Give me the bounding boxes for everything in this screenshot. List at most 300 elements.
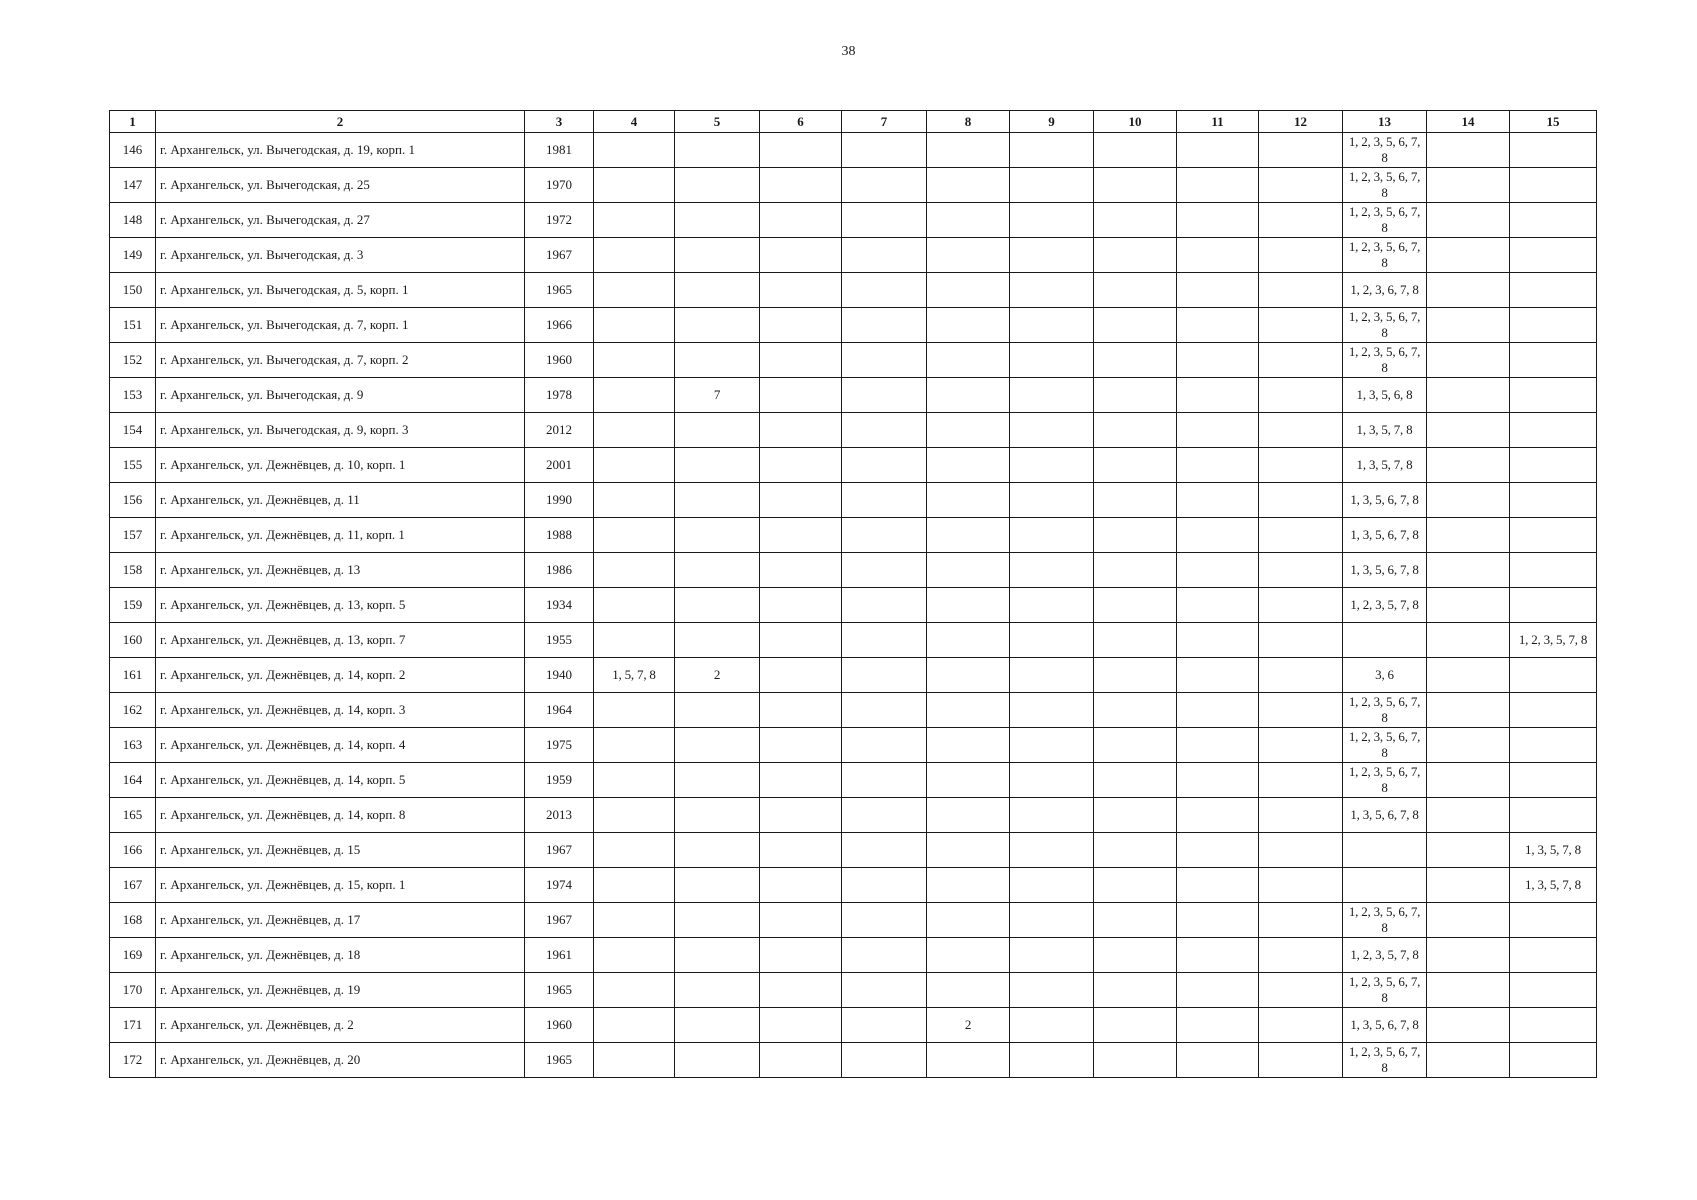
table-cell (927, 973, 1010, 1008)
table-cell (1094, 168, 1177, 203)
year-cell: 1959 (525, 763, 594, 798)
table-row (110, 518, 1597, 553)
table-cell (842, 518, 927, 553)
row-number-cell: 166 (110, 833, 156, 868)
table-cell (1010, 343, 1094, 378)
table-cell (842, 203, 927, 238)
table-cell (594, 1008, 675, 1043)
table-cell (675, 273, 760, 308)
table-row (110, 833, 1597, 868)
table-cell (1010, 308, 1094, 343)
table-row (110, 238, 1597, 273)
table-cell (760, 343, 842, 378)
row-number-cell: 163 (110, 728, 156, 763)
table-cell (1259, 903, 1343, 938)
page-number: 38 (841, 44, 856, 59)
table-cell (1010, 623, 1094, 658)
year-cell: 1975 (525, 728, 594, 763)
table-cell (675, 553, 760, 588)
table-cell: 2 (927, 1008, 1010, 1043)
year-cell: 1967 (525, 238, 594, 273)
table-cell (1094, 448, 1177, 483)
table-cell (1177, 308, 1259, 343)
table-cell (1427, 168, 1510, 203)
table-cell (1094, 203, 1177, 238)
table-cell (1177, 1008, 1259, 1043)
table-cell (760, 868, 842, 903)
table-cell (1177, 553, 1259, 588)
table-cell (1177, 203, 1259, 238)
table-row (110, 413, 1597, 448)
table-cell (594, 798, 675, 833)
table-cell (1177, 763, 1259, 798)
table-cell (1010, 378, 1094, 413)
table-cell (675, 623, 760, 658)
address-cell: г. Архангельск, ул. Дежнёвцев, д. 18 (156, 938, 525, 973)
table-cell (760, 623, 842, 658)
column-header: 14 (1427, 111, 1510, 133)
table-cell: 7 (675, 378, 760, 413)
table-cell (594, 378, 675, 413)
table-cell (760, 798, 842, 833)
table-cell (594, 1043, 675, 1078)
table-cell (1094, 973, 1177, 1008)
table-cell (1094, 413, 1177, 448)
table-cell (760, 133, 842, 168)
table-cell (594, 588, 675, 623)
table-cell (1010, 728, 1094, 763)
table-cell (1094, 1008, 1177, 1043)
table-cell (1510, 553, 1597, 588)
table-cell (842, 903, 927, 938)
table-row (110, 728, 1597, 763)
table-cell (1510, 938, 1597, 973)
table-cell (1510, 518, 1597, 553)
table-cell (1259, 588, 1343, 623)
row-number-cell: 169 (110, 938, 156, 973)
table-row (110, 448, 1597, 483)
table-cell (1510, 658, 1597, 693)
address-cell: г. Архангельск, ул. Дежнёвцев, д. 13, корп. 5 (156, 588, 525, 623)
table-cell (1427, 273, 1510, 308)
table-row (110, 133, 1597, 168)
year-cell: 1967 (525, 903, 594, 938)
table-cell (1010, 658, 1094, 693)
table-cell (760, 1043, 842, 1078)
table-cell (1427, 1043, 1510, 1078)
column-header: 2 (156, 111, 525, 133)
table-cell (675, 728, 760, 763)
table-cell (1094, 588, 1177, 623)
table-cell (1177, 938, 1259, 973)
table-cell (1427, 203, 1510, 238)
table-row (110, 763, 1597, 798)
year-cell: 1970 (525, 168, 594, 203)
table-cell (1094, 833, 1177, 868)
column-header: 3 (525, 111, 594, 133)
table-cell (1094, 693, 1177, 728)
year-cell: 1965 (525, 973, 594, 1008)
table-cell (1259, 273, 1343, 308)
table-cell (1094, 903, 1177, 938)
table-cell (1259, 483, 1343, 518)
table-cell (842, 798, 927, 833)
table-cell (1010, 203, 1094, 238)
table-cell (594, 483, 675, 518)
table-cell (1177, 623, 1259, 658)
table-cell (1259, 798, 1343, 833)
address-cell: г. Архангельск, ул. Дежнёвцев, д. 10, корп. 1 (156, 448, 525, 483)
table-cell (1259, 413, 1343, 448)
address-cell: г. Архангельск, ул. Вычегодская, д. 25 (156, 168, 525, 203)
table-cell (1259, 833, 1343, 868)
table-cell (842, 238, 927, 273)
table-row (110, 658, 1597, 693)
table-cell (1177, 273, 1259, 308)
table-row (110, 938, 1597, 973)
table-cell (1427, 868, 1510, 903)
table-cell (1427, 833, 1510, 868)
column-header: 13 (1343, 111, 1427, 133)
table-cell (1259, 623, 1343, 658)
table-cell (1177, 133, 1259, 168)
table-cell (1094, 868, 1177, 903)
table-cell (675, 833, 760, 868)
table-cell (760, 273, 842, 308)
row-number-cell: 165 (110, 798, 156, 833)
table-cell: 1, 2, 3, 5, 7, 8 (1343, 588, 1427, 623)
table-cell (594, 728, 675, 763)
table-cell (760, 903, 842, 938)
table-row (110, 693, 1597, 728)
table-cell: 1, 3, 5, 6, 7, 8 (1343, 1008, 1427, 1043)
table-cell: 1, 3, 5, 7, 8 (1510, 868, 1597, 903)
year-cell: 1986 (525, 553, 594, 588)
table-cell (927, 413, 1010, 448)
table-cell (1177, 448, 1259, 483)
table-cell (842, 938, 927, 973)
table-cell (594, 938, 675, 973)
table-cell (675, 763, 760, 798)
table-cell (675, 203, 760, 238)
year-cell: 1961 (525, 938, 594, 973)
table-cell (760, 763, 842, 798)
table-cell (675, 588, 760, 623)
table-cell (1259, 518, 1343, 553)
table-cell (760, 448, 842, 483)
table-cell (927, 378, 1010, 413)
table-cell (760, 308, 842, 343)
table-row (110, 1008, 1597, 1043)
table-cell: 1, 2, 3, 5, 6, 7, 8 (1343, 973, 1427, 1008)
column-header: 1 (110, 111, 156, 133)
row-number-cell: 157 (110, 518, 156, 553)
table-cell (760, 728, 842, 763)
table-cell (1427, 658, 1510, 693)
table-cell (675, 693, 760, 728)
table-cell (842, 413, 927, 448)
table-cell (594, 693, 675, 728)
table-cell (1094, 308, 1177, 343)
table-cell (1427, 763, 1510, 798)
table-cell (927, 553, 1010, 588)
table-cell (842, 588, 927, 623)
year-cell: 1974 (525, 868, 594, 903)
address-cell: г. Архангельск, ул. Дежнёвцев, д. 11 (156, 483, 525, 518)
table-cell (675, 1008, 760, 1043)
address-cell: г. Архангельск, ул. Дежнёвцев, д. 15, корп. 1 (156, 868, 525, 903)
table-cell (594, 203, 675, 238)
table-cell (1010, 273, 1094, 308)
table-cell: 1, 2, 3, 5, 6, 7, 8 (1343, 1043, 1427, 1078)
table-cell: 1, 2, 3, 5, 6, 7, 8 (1343, 308, 1427, 343)
table-cell: 1, 2, 3, 5, 6, 7, 8 (1343, 728, 1427, 763)
table-cell (927, 133, 1010, 168)
table-cell (1510, 413, 1597, 448)
table-cell (760, 693, 842, 728)
table-cell (1010, 133, 1094, 168)
table-cell (1177, 728, 1259, 763)
table-cell: 1, 3, 5, 6, 7, 8 (1343, 798, 1427, 833)
table-row (110, 868, 1597, 903)
table-cell (594, 133, 675, 168)
table-cell (842, 343, 927, 378)
table-cell (1177, 378, 1259, 413)
table-cell (675, 448, 760, 483)
table-cell (927, 448, 1010, 483)
table-cell (760, 938, 842, 973)
table-cell: 1, 5, 7, 8 (594, 658, 675, 693)
table-cell (1177, 483, 1259, 518)
table-cell (594, 238, 675, 273)
table-cell: 2 (675, 658, 760, 693)
table-cell (1510, 168, 1597, 203)
year-cell: 1934 (525, 588, 594, 623)
row-number-cell: 147 (110, 168, 156, 203)
table-cell (1510, 903, 1597, 938)
table-cell (1259, 693, 1343, 728)
year-cell: 2012 (525, 413, 594, 448)
table-cell (1427, 903, 1510, 938)
table-row (110, 623, 1597, 658)
table-cell (1094, 343, 1177, 378)
table-cell (927, 903, 1010, 938)
table-cell (594, 308, 675, 343)
address-cell: г. Архангельск, ул. Дежнёвцев, д. 13 (156, 553, 525, 588)
table-cell (1510, 1008, 1597, 1043)
column-header: 12 (1259, 111, 1343, 133)
table-cell (594, 623, 675, 658)
table-cell (1259, 168, 1343, 203)
table-cell (760, 553, 842, 588)
table-cell (594, 343, 675, 378)
address-cell: г. Архангельск, ул. Дежнёвцев, д. 14, корп. 3 (156, 693, 525, 728)
year-cell: 1964 (525, 693, 594, 728)
table-cell (1427, 343, 1510, 378)
table-row (110, 553, 1597, 588)
row-number-cell: 158 (110, 553, 156, 588)
table-cell (1427, 693, 1510, 728)
address-cell: г. Архангельск, ул. Дежнёвцев, д. 13, корп. 7 (156, 623, 525, 658)
row-number-cell: 167 (110, 868, 156, 903)
year-cell: 1960 (525, 1008, 594, 1043)
table-cell (760, 1008, 842, 1043)
table-cell (927, 343, 1010, 378)
table-cell (1010, 553, 1094, 588)
table-cell (927, 833, 1010, 868)
address-cell: г. Архангельск, ул. Дежнёвцев, д. 14, корп. 5 (156, 763, 525, 798)
table-cell (1094, 483, 1177, 518)
table-cell (760, 658, 842, 693)
column-header: 11 (1177, 111, 1259, 133)
table-cell (1510, 693, 1597, 728)
table-cell (927, 623, 1010, 658)
table-cell (927, 168, 1010, 203)
table-cell (842, 763, 927, 798)
table-cell (842, 693, 927, 728)
table-cell (1177, 413, 1259, 448)
table-cell (927, 728, 1010, 763)
table-cell (1427, 798, 1510, 833)
table-cell (1094, 133, 1177, 168)
table-cell (1177, 798, 1259, 833)
table-cell (927, 798, 1010, 833)
table-cell (675, 238, 760, 273)
table-cell (1510, 273, 1597, 308)
table-cell (1259, 448, 1343, 483)
table-cell (1259, 973, 1343, 1008)
address-cell: г. Архангельск, ул. Вычегодская, д. 19, корп. 1 (156, 133, 525, 168)
table-cell (760, 168, 842, 203)
table-cell (675, 483, 760, 518)
year-cell: 1966 (525, 308, 594, 343)
column-header: 7 (842, 111, 927, 133)
table-cell: 1, 3, 5, 7, 8 (1343, 448, 1427, 483)
table-cell (675, 413, 760, 448)
table-cell (675, 903, 760, 938)
table-cell (1010, 413, 1094, 448)
table-cell (1010, 1043, 1094, 1078)
table-cell (842, 658, 927, 693)
address-cell: г. Архангельск, ул. Дежнёвцев, д. 11, корп. 1 (156, 518, 525, 553)
row-number-cell: 160 (110, 623, 156, 658)
year-cell: 1940 (525, 658, 594, 693)
table-cell (1427, 938, 1510, 973)
table-cell (1010, 693, 1094, 728)
address-cell: г. Архангельск, ул. Вычегодская, д. 9 (156, 378, 525, 413)
table-row (110, 168, 1597, 203)
table-cell (1010, 1008, 1094, 1043)
table-cell (760, 238, 842, 273)
table-cell (1427, 483, 1510, 518)
table-cell (1094, 623, 1177, 658)
table-cell (1259, 308, 1343, 343)
row-number-cell: 148 (110, 203, 156, 238)
table-cell (1427, 308, 1510, 343)
table-cell: 1, 2, 3, 5, 6, 7, 8 (1343, 693, 1427, 728)
column-header: 6 (760, 111, 842, 133)
row-number-cell: 164 (110, 763, 156, 798)
table-cell (1177, 238, 1259, 273)
table-cell (1343, 623, 1427, 658)
table-row (110, 343, 1597, 378)
table-cell: 1, 2, 3, 5, 6, 7, 8 (1343, 343, 1427, 378)
table-cell (1259, 343, 1343, 378)
table-cell (1010, 798, 1094, 833)
table-cell (927, 763, 1010, 798)
table-cell: 1, 3, 5, 6, 7, 8 (1343, 553, 1427, 588)
table-cell (1510, 588, 1597, 623)
table-cell (1094, 1043, 1177, 1078)
table-cell: 1, 2, 3, 6, 7, 8 (1343, 273, 1427, 308)
table-cell (675, 518, 760, 553)
address-cell: г. Архангельск, ул. Дежнёвцев, д. 17 (156, 903, 525, 938)
table-cell (1343, 833, 1427, 868)
address-cell: г. Архангельск, ул. Дежнёвцев, д. 19 (156, 973, 525, 1008)
table-cell: 1, 2, 3, 5, 7, 8 (1343, 938, 1427, 973)
table-cell (927, 308, 1010, 343)
table-cell (1510, 203, 1597, 238)
table-cell (1259, 938, 1343, 973)
table-cell (927, 588, 1010, 623)
address-cell: г. Архангельск, ул. Дежнёвцев, д. 20 (156, 1043, 525, 1078)
table-cell (675, 798, 760, 833)
table-cell (760, 203, 842, 238)
table-cell (1094, 518, 1177, 553)
row-number-cell: 149 (110, 238, 156, 273)
row-number-cell: 154 (110, 413, 156, 448)
table-cell (1427, 378, 1510, 413)
table-cell (594, 903, 675, 938)
table-cell (675, 343, 760, 378)
table-cell (1177, 868, 1259, 903)
table-cell: 3, 6 (1343, 658, 1427, 693)
table-cell (842, 728, 927, 763)
table-cell (1259, 133, 1343, 168)
table-cell (842, 483, 927, 518)
table-cell (760, 483, 842, 518)
table-cell (1510, 483, 1597, 518)
table-cell (1510, 798, 1597, 833)
column-header: 8 (927, 111, 1010, 133)
table-cell: 1, 2, 3, 5, 6, 7, 8 (1343, 168, 1427, 203)
table-cell (1094, 763, 1177, 798)
table-row (110, 798, 1597, 833)
table-cell (927, 693, 1010, 728)
buildings-table (109, 110, 1597, 1078)
table-cell (594, 763, 675, 798)
table-cell: 1, 2, 3, 5, 6, 7, 8 (1343, 903, 1427, 938)
table-cell (1010, 763, 1094, 798)
year-cell: 2013 (525, 798, 594, 833)
table-cell (760, 413, 842, 448)
table-cell (1094, 728, 1177, 763)
table-cell (927, 238, 1010, 273)
table-cell (842, 168, 927, 203)
table-cell: 1, 2, 3, 5, 6, 7, 8 (1343, 203, 1427, 238)
row-number-cell: 170 (110, 973, 156, 1008)
year-cell: 1981 (525, 133, 594, 168)
table-cell (760, 588, 842, 623)
table-cell (1510, 448, 1597, 483)
row-number-cell: 156 (110, 483, 156, 518)
table-cell (1427, 448, 1510, 483)
table-cell (675, 308, 760, 343)
table-row (110, 483, 1597, 518)
address-cell: г. Архангельск, ул. Вычегодская, д. 9, корп. 3 (156, 413, 525, 448)
table-cell (1427, 413, 1510, 448)
table-cell (927, 1043, 1010, 1078)
